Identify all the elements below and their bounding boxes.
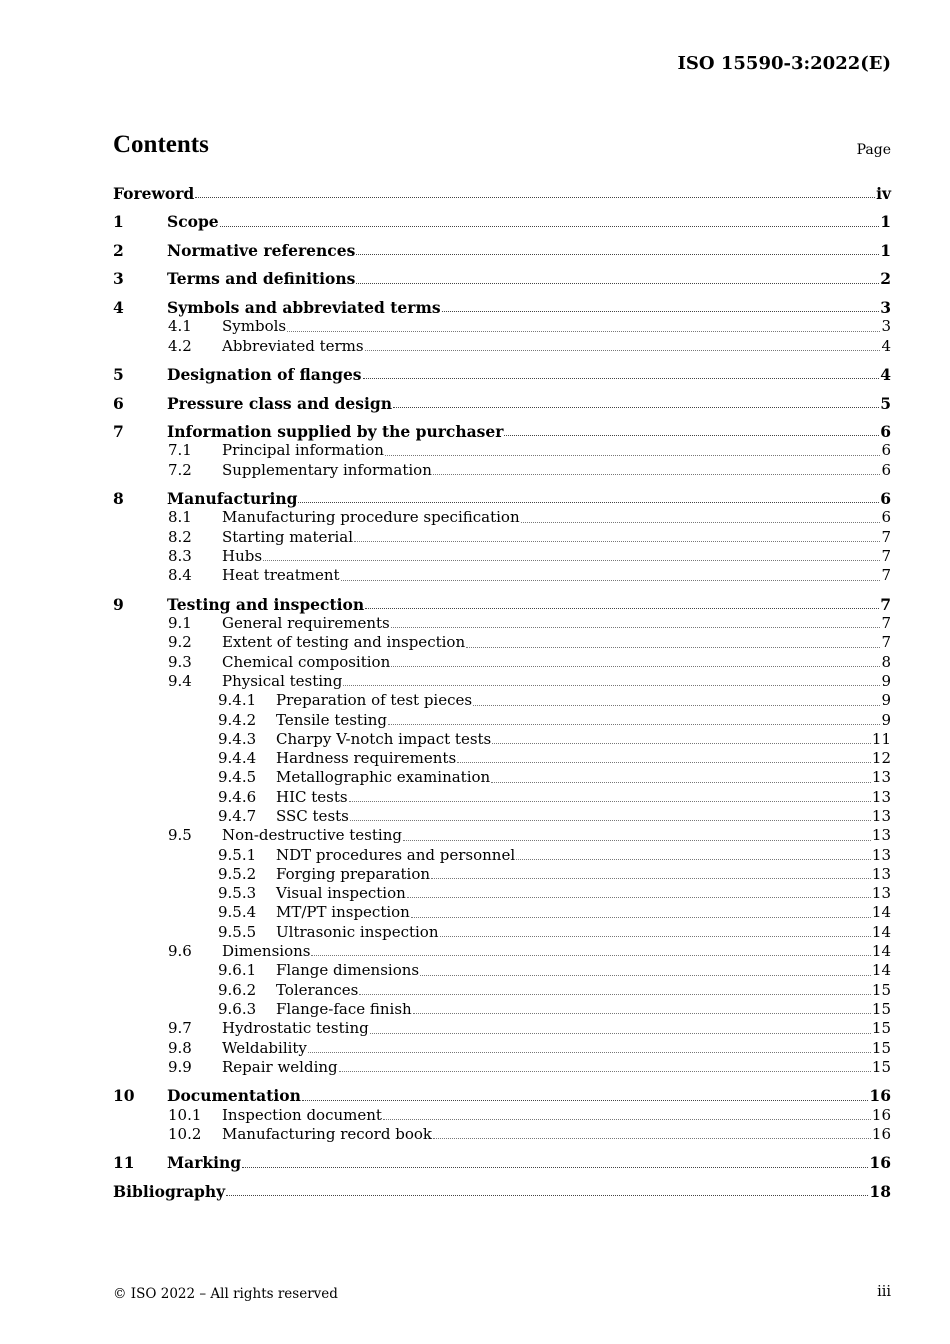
toc-entry-page: 3: [880, 297, 891, 317]
dot-leader: [440, 935, 871, 937]
dot-leader: [383, 1118, 871, 1120]
dot-leader: [457, 761, 871, 763]
dot-leader: [433, 1137, 871, 1139]
toc-entry-number: 9.4: [168, 671, 192, 690]
toc-entry-page: 15: [871, 980, 891, 999]
dot-leader: [308, 1051, 871, 1053]
toc-entry[interactable]: [113, 614, 891, 633]
dot-leader: [407, 896, 871, 898]
toc-entry-title: Physical testing: [222, 671, 343, 690]
toc-entry-page: 16: [871, 1105, 891, 1124]
toc-entry[interactable]: [113, 508, 891, 527]
dot-leader: [391, 665, 880, 667]
dot-leader: [492, 742, 871, 744]
toc-entry-page: 8: [881, 652, 891, 671]
toc-entry[interactable]: [113, 1058, 891, 1077]
dot-leader: [466, 646, 880, 648]
toc-entry[interactable]: [113, 788, 891, 807]
toc-entry-title: Extent of testing and inspection: [222, 633, 466, 652]
toc-entry-page: 13: [871, 787, 891, 806]
dot-leader: [311, 954, 870, 956]
toc-entry[interactable]: [113, 691, 891, 710]
dot-leader: [393, 406, 879, 408]
toc-entry-page: 7: [880, 594, 891, 614]
toc-entry-title: Foreword: [113, 184, 195, 203]
toc-entry-page: 6: [880, 489, 891, 509]
toc-entry-title: Preparation of test pieces: [276, 691, 473, 710]
toc-entry-page: 1: [880, 240, 891, 260]
toc-entry-title: Weldability: [222, 1038, 307, 1057]
toc-entry-title: Bibliography: [113, 1181, 226, 1201]
toc-entry-title: MT/PT inspection: [276, 903, 410, 922]
toc-entry-page: 5: [880, 393, 891, 413]
toc-entry-title: Manufacturing record book: [222, 1124, 432, 1143]
toc-entry-title: Flange dimensions: [276, 961, 420, 980]
dot-leader: [302, 1099, 869, 1101]
toc-entry-number: 10.1: [168, 1105, 202, 1124]
toc-entry-page: 9: [881, 710, 891, 729]
toc-entry-number: 7: [113, 421, 124, 441]
toc-entry-title: Hubs: [222, 546, 263, 565]
toc-entry-title: Repair welding: [222, 1057, 338, 1076]
dot-leader: [242, 1166, 868, 1168]
toc-entry-title: Pressure class and design: [167, 393, 393, 413]
toc-entry-number: 4: [113, 297, 124, 317]
toc-entry-number: 10.2: [168, 1124, 202, 1143]
toc-entry[interactable]: [113, 337, 891, 356]
toc-entry[interactable]: [113, 566, 891, 585]
toc-entry[interactable]: [113, 633, 891, 652]
toc-entry[interactable]: [113, 730, 891, 749]
toc-entry[interactable]: [113, 923, 891, 942]
toc-entry-title: Inspection document: [222, 1105, 382, 1124]
toc-entry-page: 4: [880, 365, 891, 385]
toc-entry-title: Heat treatment: [222, 566, 340, 585]
toc-entry-page: 11: [871, 729, 891, 748]
toc-entry[interactable]: [113, 595, 891, 614]
toc-entry-number: 9.7: [168, 1019, 192, 1038]
dot-leader: [349, 800, 871, 802]
toc-entry-number: 9.4.4: [218, 749, 257, 768]
toc-entry-page: 9: [881, 691, 891, 710]
toc-entry-page: 15: [871, 1057, 891, 1076]
toc-entry-page: 7: [881, 527, 891, 546]
toc-entry[interactable]: [113, 807, 891, 826]
toc-entry[interactable]: [113, 269, 891, 288]
toc-entry[interactable]: [113, 1125, 891, 1144]
toc-entry-number: 8.3: [168, 546, 192, 565]
dot-leader: [354, 540, 880, 542]
toc-entry-page: 7: [881, 614, 891, 633]
toc-entry-number: 8.2: [168, 527, 192, 546]
toc-entry[interactable]: [113, 1106, 891, 1125]
toc-entry-title: Forging preparation: [276, 864, 431, 883]
dot-leader: [220, 225, 880, 227]
toc-entry-page: 2: [880, 269, 891, 289]
toc-entry-page: 13: [871, 845, 891, 864]
toc-entry-number: 9.4.1: [218, 691, 257, 710]
toc-entry[interactable]: [113, 981, 891, 1000]
toc-entry[interactable]: [113, 961, 891, 980]
toc-entry-page: 14: [871, 922, 891, 941]
toc-entry-number: 9: [113, 594, 124, 614]
dot-leader: [226, 1194, 868, 1196]
copyright-footer: © ISO 2022 – All rights reserved: [113, 1286, 338, 1302]
dot-leader: [420, 974, 871, 976]
toc-entry-number: 9.4.3: [218, 729, 257, 748]
page-number: iii: [877, 1284, 891, 1300]
toc-entry[interactable]: [113, 884, 891, 903]
toc-entry-title: Abbreviated terms: [222, 336, 364, 355]
dot-leader: [391, 626, 881, 628]
dot-leader: [411, 916, 871, 918]
toc-entry[interactable]: [113, 768, 891, 787]
toc-entry-title: Documentation: [167, 1086, 301, 1106]
toc-entry[interactable]: [113, 846, 891, 865]
toc-entry[interactable]: [113, 184, 891, 203]
toc-entry-number: 9.1: [168, 614, 192, 633]
toc-entry-title: Normative references: [167, 240, 356, 260]
toc-entry[interactable]: [113, 749, 891, 768]
dot-leader: [359, 993, 871, 995]
dot-leader: [433, 473, 881, 475]
toc-entry-page: 3: [881, 317, 891, 336]
dot-leader: [195, 196, 875, 198]
toc-entry-page: 13: [871, 884, 891, 903]
toc-entry-number: 9.2: [168, 633, 192, 652]
toc-entry-page: 6: [880, 421, 891, 441]
toc-entry-page: 13: [871, 826, 891, 845]
toc-entry[interactable]: [113, 422, 891, 441]
toc-entry-number: 8: [113, 489, 124, 509]
toc-entry-title: Non-destructive testing: [222, 826, 402, 845]
toc-entry-title: Information supplied by the purchaser: [167, 421, 504, 441]
toc-entry-page: 15: [871, 999, 891, 1018]
dot-leader: [298, 501, 879, 503]
toc-entry-title: Metallographic examination: [276, 768, 491, 787]
toc-entry-number: 9.6.2: [218, 980, 257, 999]
toc-entry-page: 13: [871, 864, 891, 883]
toc-entry[interactable]: [113, 212, 891, 231]
toc-entry[interactable]: [113, 672, 891, 691]
toc-entry-title: Principal information: [222, 441, 384, 460]
dot-leader: [343, 684, 880, 686]
toc-entry-page: 9: [881, 671, 891, 690]
dot-leader: [341, 579, 881, 581]
toc-entry-page: 15: [871, 1019, 891, 1038]
toc-entry-title: NDT procedures and personnel: [276, 845, 516, 864]
toc-entry-number: 9.4.5: [218, 768, 257, 787]
document-id: ISO 15590-3:2022(E): [677, 53, 891, 74]
toc-entry-title: Hydrostatic testing: [222, 1019, 369, 1038]
dot-leader: [442, 310, 880, 312]
toc-entry-title: Charpy V-notch impact tests: [276, 729, 492, 748]
toc-entry-title: Manufacturing: [167, 489, 298, 509]
toc-entry-number: 9.6: [168, 942, 192, 961]
toc-entry-number: 8.1: [168, 508, 192, 527]
toc-entry[interactable]: [113, 826, 891, 845]
toc-entry-page: 13: [871, 768, 891, 787]
toc-entry-title: Terms and definitions: [167, 269, 356, 289]
toc-entry-number: 9.9: [168, 1057, 192, 1076]
toc-entry-number: 9.5: [168, 826, 192, 845]
toc-entry-number: 5: [113, 365, 124, 385]
toc-entry-title: SSC tests: [276, 807, 349, 825]
toc-entry-title: HIC tests: [276, 787, 348, 806]
dot-leader: [339, 1070, 871, 1072]
toc-entry-number: 9.5.4: [218, 903, 257, 922]
toc-entry[interactable]: [113, 489, 891, 508]
toc-entry-title: Dimensions: [222, 942, 311, 961]
toc-entry-page: 18: [869, 1181, 891, 1201]
toc-entry-number: 9.4.2: [218, 710, 257, 729]
dot-leader: [491, 781, 871, 783]
toc-entry-page: 16: [869, 1153, 891, 1173]
toc-entry-page: 16: [871, 1124, 891, 1143]
dot-leader: [431, 877, 871, 879]
dot-leader: [516, 858, 871, 860]
toc-entry-number: 7.1: [168, 441, 192, 460]
toc-entry-title: Marking: [167, 1153, 242, 1173]
toc-entry[interactable]: [113, 942, 891, 961]
toc-entry-page: 7: [881, 546, 891, 565]
dot-leader: [413, 1012, 871, 1014]
toc-entry-number: 1: [113, 212, 124, 232]
toc-entry-number: 9.6.1: [218, 961, 257, 980]
dot-leader: [388, 723, 880, 725]
toc-entry-page: 7: [881, 633, 891, 652]
dot-leader: [365, 607, 879, 609]
toc-entry-title: Flange-face finish: [276, 999, 412, 1018]
toc-entry-page: 7: [881, 566, 891, 585]
toc-entry-page: 13: [871, 807, 891, 825]
toc-entry-page: 6: [881, 460, 891, 479]
toc-entry-title: Starting material: [222, 527, 354, 546]
toc-entry-number: 9.8: [168, 1038, 192, 1057]
toc-entry-number: 2: [113, 240, 124, 260]
dot-leader: [385, 454, 881, 456]
toc-entry-number: 9.5.3: [218, 884, 257, 903]
contents-heading: Contents: [113, 131, 209, 158]
toc-entry-title: Testing and inspection: [167, 594, 365, 614]
toc-entry-number: 9.3: [168, 652, 192, 671]
toc-entry[interactable]: [113, 1153, 891, 1172]
toc-entry[interactable]: [113, 653, 891, 672]
toc-entry[interactable]: [113, 711, 891, 730]
toc-entry-title: Designation of flanges: [167, 365, 362, 385]
toc-entry-title: Tensile testing: [276, 710, 388, 729]
page-column-label: Page: [856, 142, 891, 158]
toc-entry[interactable]: [113, 241, 891, 260]
toc-entry-number: 4.1: [168, 317, 192, 336]
toc-entry-number: 9.5.1: [218, 845, 257, 864]
toc-entry-number: 6: [113, 393, 124, 413]
table-of-contents: [113, 184, 891, 1201]
dot-leader: [504, 434, 879, 436]
toc-entry-title: Scope: [167, 212, 219, 232]
toc-entry-title: Chemical composition: [222, 652, 391, 671]
dot-leader: [356, 282, 879, 284]
dot-leader: [403, 839, 871, 841]
toc-entry-number: 9.5.2: [218, 864, 257, 883]
toc-entry-title: Manufacturing procedure specification: [222, 508, 520, 527]
toc-entry-page: 15: [871, 1038, 891, 1057]
toc-entry[interactable]: [113, 903, 891, 922]
toc-entry-number: 7.2: [168, 460, 192, 479]
toc-entry[interactable]: [113, 298, 891, 317]
toc-entry-number: 9.5.5: [218, 922, 257, 941]
toc-entry-number: 11: [113, 1153, 135, 1173]
toc-entry-title: Symbols: [222, 317, 287, 336]
toc-entry-page: 16: [869, 1086, 891, 1106]
dot-leader: [370, 1032, 871, 1034]
toc-entry[interactable]: [113, 547, 891, 566]
toc-entry[interactable]: [113, 1039, 891, 1058]
toc-entry[interactable]: [113, 1019, 891, 1038]
dot-leader: [350, 819, 871, 821]
toc-entry-number: 9.4.6: [218, 787, 257, 806]
toc-entry-title: Hardness requirements: [276, 749, 457, 768]
dot-leader: [473, 704, 880, 706]
toc-entry-number: 8.4: [168, 566, 192, 585]
toc-entry-page: 6: [881, 441, 891, 460]
toc-entry-page: 14: [871, 903, 891, 922]
toc-entry-page: 14: [871, 942, 891, 961]
dot-leader: [363, 377, 880, 379]
toc-entry[interactable]: [113, 865, 891, 884]
toc-entry-page: 14: [871, 961, 891, 980]
toc-entry-number: 9.4.7: [218, 807, 257, 825]
toc-entry-number: 3: [113, 269, 124, 289]
toc-entry-page: iv: [876, 184, 891, 203]
toc-entry-title: Ultrasonic inspection: [276, 922, 439, 941]
toc-entry-number: 4.2: [168, 336, 192, 355]
toc-entry-title: Supplementary information: [222, 460, 432, 479]
dot-leader: [263, 559, 880, 561]
toc-entry-title: Tolerances: [276, 980, 359, 999]
dot-leader: [287, 330, 880, 332]
toc-entry-title: Visual inspection: [276, 884, 406, 903]
dot-leader: [356, 253, 879, 255]
toc-entry[interactable]: [113, 394, 891, 413]
toc-entry-number: 9.6.3: [218, 999, 257, 1018]
toc-entry[interactable]: [113, 1182, 891, 1201]
toc-entry[interactable]: [113, 365, 891, 384]
toc-entry-page: 6: [881, 508, 891, 527]
toc-entry[interactable]: [113, 1000, 891, 1019]
toc-entry-title: Symbols and abbreviated terms: [167, 297, 441, 317]
toc-entry-title: General requirements: [222, 614, 390, 633]
toc-entry[interactable]: [113, 461, 891, 480]
toc-entry[interactable]: [113, 1086, 891, 1105]
toc-entry-page: 4: [881, 336, 891, 355]
toc-entry-page: 12: [871, 749, 891, 768]
dot-leader: [365, 349, 881, 351]
toc-entry[interactable]: [113, 317, 891, 336]
toc-entry-page: 1: [880, 212, 891, 232]
toc-entry[interactable]: [113, 528, 891, 547]
toc-entry-number: 10: [113, 1086, 135, 1106]
dot-leader: [521, 521, 881, 523]
toc-entry[interactable]: [113, 441, 891, 460]
